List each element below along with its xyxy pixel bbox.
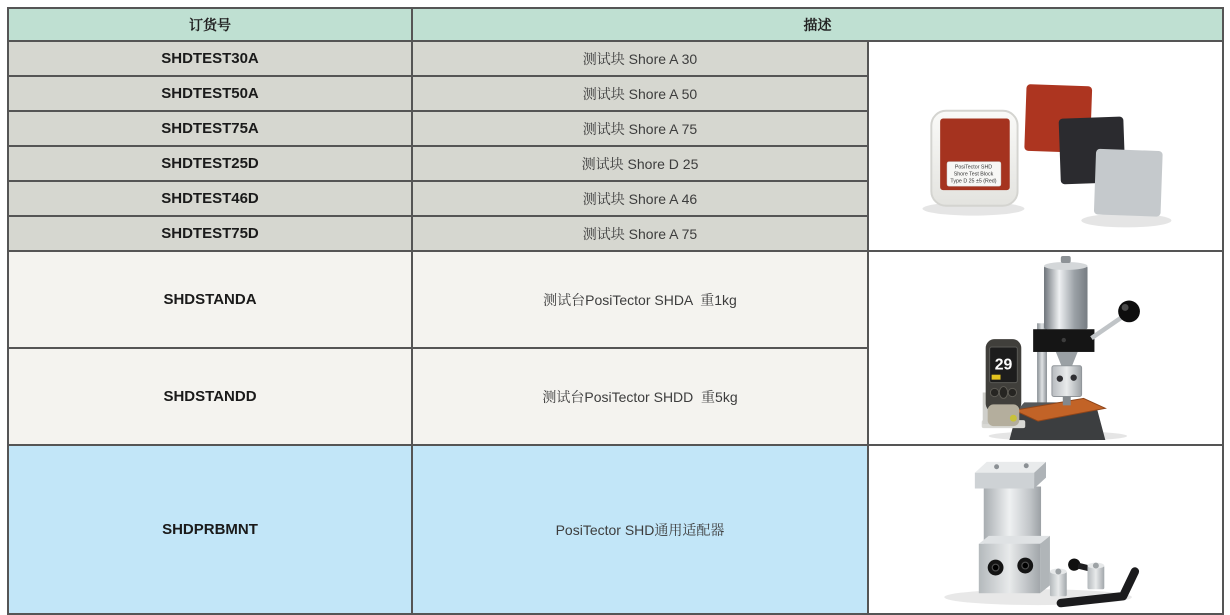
cap-hole bbox=[1024, 463, 1029, 468]
case-label-line3: Type D 25 ±5 (Red) bbox=[950, 178, 997, 185]
order-number-header: 订货号 bbox=[8, 8, 412, 41]
order-number-cell: SHDSTANDD bbox=[8, 348, 412, 445]
clamp-screw bbox=[1062, 338, 1066, 342]
gauge-status-bar bbox=[992, 375, 1001, 380]
lever-arm bbox=[1091, 316, 1123, 338]
adapter-cap-front bbox=[975, 473, 1034, 489]
ball-highlight bbox=[1122, 304, 1129, 311]
order-number-cell: SHDTEST75A bbox=[8, 111, 412, 146]
spacer-cylinder bbox=[1050, 571, 1067, 596]
probe-block-screw bbox=[1057, 375, 1063, 381]
lower-block-top bbox=[979, 536, 1050, 544]
description-cell: 测试块 Shore D 25 bbox=[412, 146, 868, 181]
product-table bbox=[7, 7, 1224, 615]
adapter-photo-cell bbox=[868, 445, 1223, 614]
test-stand-photo bbox=[870, 254, 1221, 442]
shore-test-blocks-photo bbox=[870, 48, 1221, 244]
description-cell: 测试台PosiTector SHDA 重1kg bbox=[412, 251, 868, 348]
spacer-hole bbox=[1055, 569, 1061, 575]
description-header: 描述 bbox=[412, 8, 1223, 41]
probe-cone bbox=[1056, 352, 1078, 367]
table-row bbox=[8, 251, 1223, 348]
description-cell: 测试块 Shore A 50 bbox=[412, 76, 868, 111]
table-row bbox=[8, 445, 1223, 614]
spacer-cylinder bbox=[1087, 566, 1104, 590]
case-label-line2: Shore Test Block bbox=[953, 171, 994, 178]
order-number-cell: SHDTEST25D bbox=[8, 146, 412, 181]
probe-foot bbox=[1063, 396, 1071, 405]
order-number-cell: SHDPRBMNT bbox=[8, 445, 412, 614]
weight-cylinder-top bbox=[1044, 262, 1088, 270]
gauge-minus-button bbox=[990, 388, 998, 396]
top-knob bbox=[1061, 256, 1071, 263]
gauge-reading: 29 bbox=[994, 356, 1013, 374]
lower-block-side bbox=[1040, 536, 1050, 593]
description-cell: PosiTector SHD通用适配器 bbox=[412, 445, 868, 614]
order-number-cell: SHDTEST75D bbox=[8, 216, 412, 251]
gauge-connector bbox=[1010, 415, 1017, 422]
order-number-cell: SHDSTANDA bbox=[8, 251, 412, 348]
gray-test-block bbox=[1094, 149, 1163, 217]
weight-cylinder bbox=[1044, 266, 1088, 329]
description-cell: 测试块 Shore A 46 bbox=[412, 181, 868, 216]
gauge-plus-button bbox=[1008, 388, 1016, 396]
socket-screw-hex bbox=[1022, 562, 1029, 569]
header-row bbox=[8, 8, 1223, 41]
lever-ball-knob bbox=[1118, 301, 1140, 323]
case-label-line1: PosiTector SHD bbox=[954, 164, 993, 171]
description-cell: 测试块 Shore A 30 bbox=[412, 41, 868, 76]
socket-screw-hex bbox=[992, 564, 999, 571]
adapter-cap-top bbox=[975, 462, 1046, 473]
test-stand-photo-cell bbox=[868, 251, 1223, 445]
description-cell: 测试块 Shore A 75 bbox=[412, 111, 868, 146]
gauge-center-button bbox=[999, 387, 1007, 399]
cap-hole bbox=[994, 464, 999, 469]
order-number-cell: SHDTEST50A bbox=[8, 76, 412, 111]
probe-block bbox=[1052, 366, 1082, 397]
description-cell: 测试台PosiTector SHDD 重5kg bbox=[412, 348, 868, 445]
probe-mount-adapter-photo bbox=[870, 447, 1221, 612]
test-blocks-photo-cell bbox=[868, 41, 1223, 251]
probe-block-screw bbox=[1071, 374, 1077, 380]
order-number-cell: SHDTEST46D bbox=[8, 181, 412, 216]
spacer-hole bbox=[1093, 563, 1099, 569]
order-number-cell: SHDTEST30A bbox=[8, 41, 412, 76]
table-row bbox=[8, 41, 1223, 76]
description-cell: 测试块 Shore A 75 bbox=[412, 216, 868, 251]
